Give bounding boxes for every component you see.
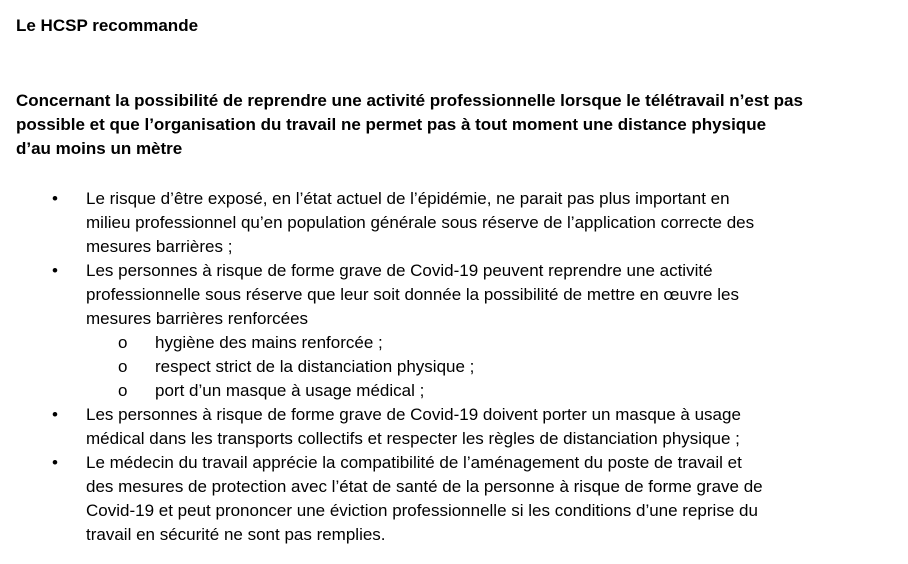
section-heading [16, 89, 900, 161]
list-item [0, 451, 908, 547]
page-title: Le HCSP recommande [16, 16, 199, 35]
bullet-icon: • [52, 261, 58, 280]
list-item-line: Le médecin du travail apprécie la compatibilité de l’aménagement du poste de travail et [86, 453, 742, 472]
list-item [0, 259, 908, 331]
bullet-icon: • [52, 453, 58, 472]
sub-list-item [0, 355, 908, 379]
circle-bullet-icon: o [118, 381, 128, 400]
sub-list-item [0, 331, 908, 355]
list-item-line: Covid-19 et peut prononcer une éviction professionnelle si les conditions d’une reprise du [86, 501, 758, 520]
recommendation-list [0, 187, 908, 547]
list-item-line: Les personnes à risque de forme grave de Covid-19 peuvent reprendre une activité [86, 261, 713, 280]
list-item [0, 187, 908, 259]
list-item-line: mesures barrières renforcées [86, 309, 309, 328]
list-item-line: médical dans les transports collectifs et respecter les règles de distanciation physique ; [86, 429, 740, 448]
sub-list-item [0, 379, 908, 403]
sub-list-item-text: respect strict de la distanciation physique ; [155, 357, 475, 376]
bullet-icon: • [52, 405, 58, 424]
list-item-line: milieu professionnel qu’en population générale sous réserve de l’application correcte des [86, 213, 755, 232]
list-item-line: Les personnes à risque de forme grave de Covid-19 doivent porter un masque à usage [86, 405, 741, 424]
list-item-line: travail en sécurité ne sont pas remplies. [86, 525, 386, 544]
list-item [0, 403, 908, 451]
heading-line: d’au moins un mètre [16, 139, 183, 158]
list-item-line: mesures barrières ; [86, 237, 233, 256]
list-item-line: Le risque d’être exposé, en l’état actuel de l’épidémie, ne parait pas plus important en [86, 189, 730, 208]
heading-line: possible et que l’organisation du travail ne permet pas à tout moment une distance physique [16, 115, 767, 134]
circle-bullet-icon: o [118, 357, 128, 376]
sub-list-item-text: hygiène des mains renforcée ; [155, 333, 383, 352]
heading-line: Concernant la possibilité de reprendre une activité professionnelle lorsque le télétravail n’est pas [16, 91, 803, 110]
sub-list-item-text: port d’un masque à usage médical ; [155, 381, 425, 400]
bullet-icon: • [52, 189, 58, 208]
list-item-line: des mesures de protection avec l’état de santé de la personne à risque de forme grave de [86, 477, 763, 496]
list-item-line: professionnelle sous réserve que leur soit donnée la possibilité de mettre en œuvre les [86, 285, 739, 304]
circle-bullet-icon: o [118, 333, 128, 352]
